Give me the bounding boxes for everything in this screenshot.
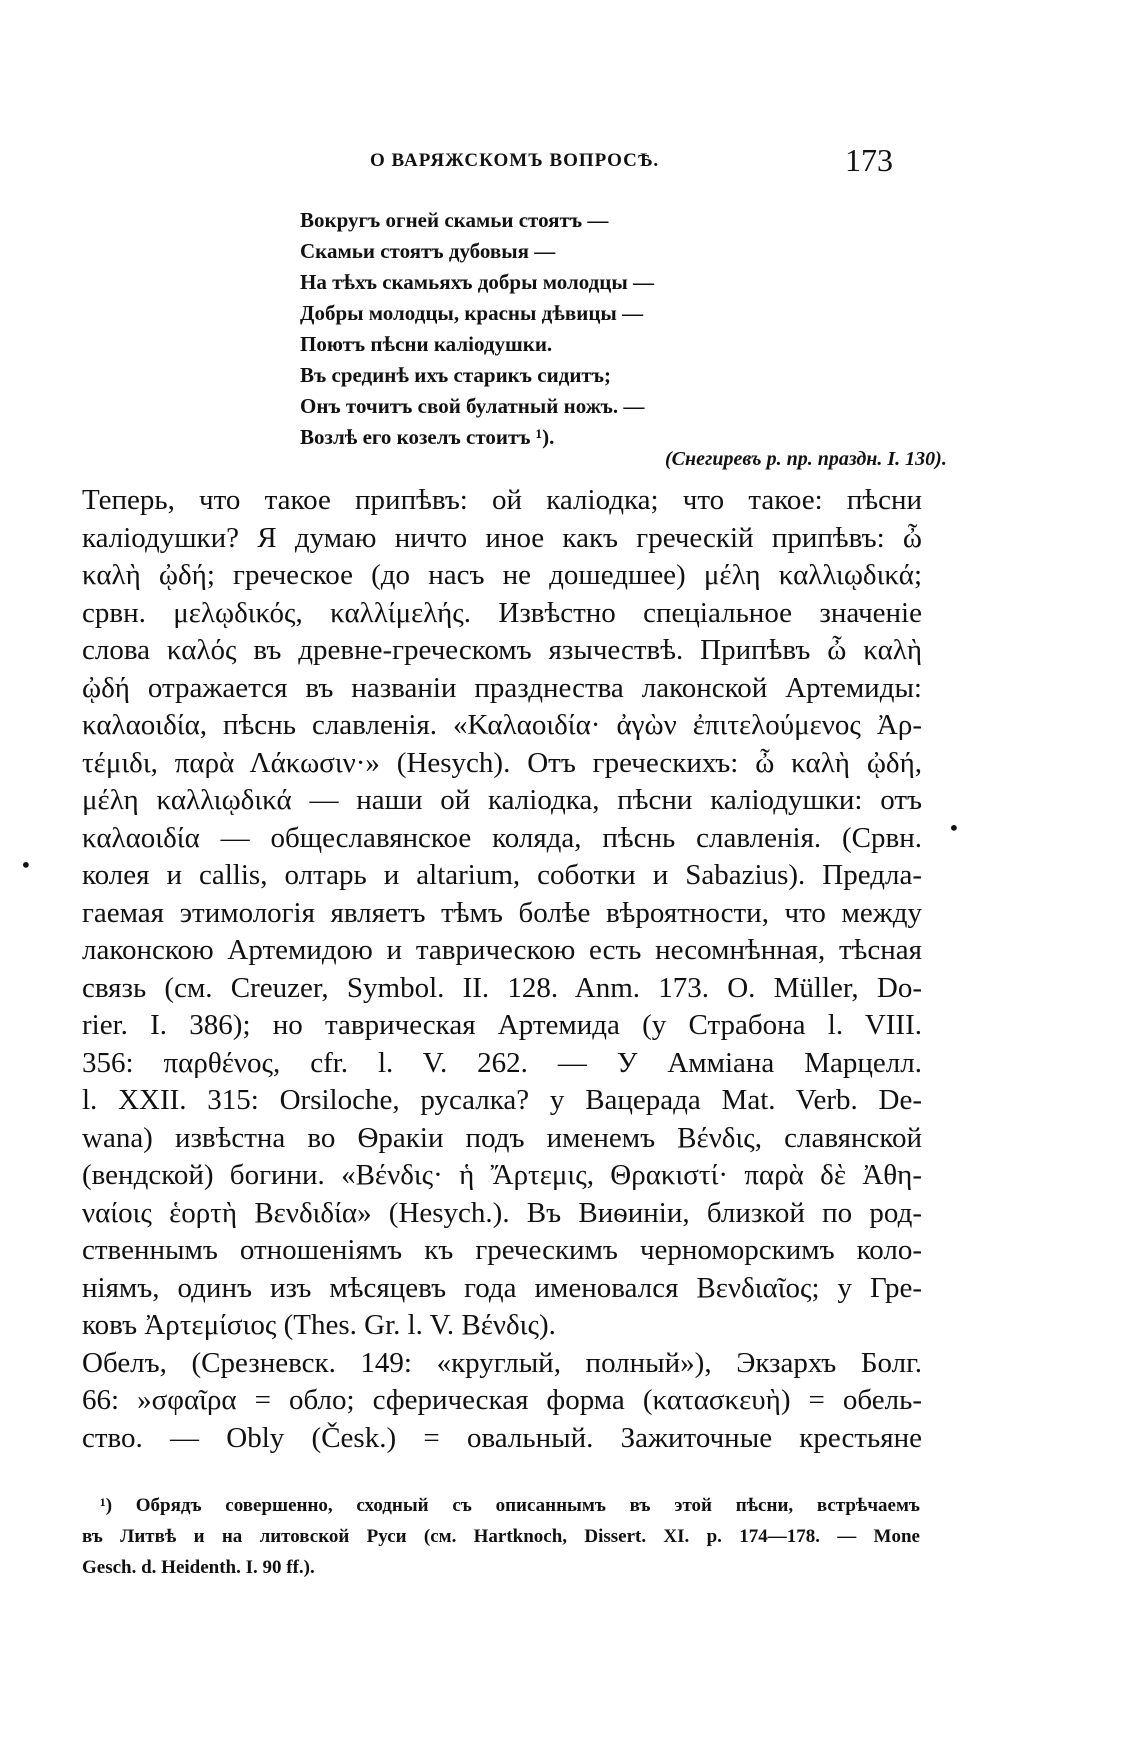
text-line: ковъ Ἀρτεμίσιος (Thes. Gr. l. V. Βένδις). — [82, 1309, 556, 1341]
text-line: Теперь, что такое припѣвъ: ой калiодка; что такое: пѣсни — [82, 484, 922, 516]
text-line: слова καλός въ древне-греческомъ язычествѣ. Припѣвъ ὦ καλὴ — [82, 634, 922, 666]
text-line: ство. — Obly (Česk.) = овальный. Зажиточные крестьяне — [82, 1421, 922, 1454]
text-line: 66: »σφαῖρα = обло; сферическая форма (κατασκευὴ) = обель- — [82, 1384, 922, 1416]
page-number: 173 — [845, 142, 893, 178]
main-text — [82, 482, 922, 1457]
poem-line: Поютъ пѣсни калiодушки. — [300, 332, 553, 356]
text-line: 356: παρθένος, cfr. l. V. 262. — У Амміана Марцелл. — [82, 1046, 922, 1079]
poem-source: (Снегиревъ р. пр. праздн. I. 130). — [665, 448, 947, 470]
text-line: καλαοιδία — общеславянское коляда, пѣснь славленiя. (Срвн. — [82, 821, 922, 854]
footnote — [82, 1490, 920, 1583]
poem-line: Въ срединѣ ихъ старикъ сидитъ; — [300, 363, 611, 387]
text-line: лаконскою Артемидою и таврическою есть несомнѣнная, тѣсная — [82, 934, 922, 966]
text-line: (вендской) богини. «Βένδις· ἡ Ἄρτεμις, Θρακιστί· παρὰ δὲ Ἀθη- — [82, 1159, 922, 1191]
text-line: Обелъ, (Срезневск. 149: «круглый, полный»), Экзархъ Болг. — [82, 1346, 922, 1379]
poem-line: Скамьи стоятъ дубовыя — — [300, 239, 556, 263]
text-line: τέμιδι, παρὰ Λάκωσιν·» (Hesych). Отъ греческихъ: ὦ καλὴ ᾠδή, — [82, 746, 922, 779]
text-line: ᾠδή отражается въ названiи празднества лаконской Артемиды: — [82, 671, 922, 704]
footnote-line: Gesch. d. Heidenth. I. 90 ff.). — [82, 1557, 315, 1578]
footnote-line: въ Литвѣ и на литовской Руси (см. Hartknoch, Dissert. XI. p. 174—178. — Mone — [82, 1526, 920, 1547]
text-line: μέλη καλλιῳδικά — наши ой калiодка, пѣсни калiодушки: отъ — [82, 784, 922, 816]
text-line: καλαοιδία, пѣснь славленiя. «Καλαοιδία· ἀγὼν ἐπιτελούμενος Ἀρ- — [82, 709, 922, 741]
poem-line: Вокругъ огней скамьи стоятъ — — [300, 208, 609, 232]
text-line: ственнымъ отношенiямъ къ греческимъ черноморскимъ коло- — [82, 1234, 922, 1266]
text-line: καλὴ ᾠδή; греческое (до насъ не дошедшее) μέλη καλλιῳδικά; — [82, 559, 922, 591]
poem-line: На тѣхъ скамьяхъ добры молодцы — — [300, 270, 655, 294]
text-line: калiодушки? Я думаю ничто иное какъ греческiй припѣвъ: ὦ — [82, 521, 922, 554]
text-line: срвн. μελῳδικός, καλλίμελής. Извѣстно спецiальное значенiе — [82, 596, 922, 629]
text-line: колея и callis, олтарь и altarium, соботки и Sabazius). Предла- — [82, 859, 922, 891]
poem-line: Возлѣ его козелъ стоитъ ¹). — [300, 425, 555, 449]
text-line: нiямъ, одинъ изъ мѣсяцевъ года именовался Βενδιαῖος; у Гре- — [82, 1271, 922, 1304]
margin-dot: • — [20, 853, 32, 877]
text-line: связь (см. Creuzer, Symbol. II. 128. Anm. 173. O. Müller, Do- — [82, 971, 922, 1004]
poem-block — [300, 205, 654, 453]
text-line: гаемая этимологiя являетъ тѣмъ болѣе вѣроятности, что между — [82, 896, 922, 929]
poem-line: Онъ точитъ свой булатный ножъ. — — [300, 394, 645, 418]
footnote-line: ¹) Обрядъ совершенно, сходный съ описаннымъ въ этой пѣсни, встрѣчаемъ — [100, 1495, 920, 1516]
text-line: wana) извѣстна во Ѳракiи подъ именемъ Βένδις, славянской — [82, 1121, 922, 1154]
poem-line: Добры молодцы, красны дѣвицы — — [300, 301, 644, 325]
text-line: l. XXII. 315: Orsiloche, русалка? у Вацерада Mat. Verb. De- — [82, 1084, 922, 1116]
margin-dot: • — [948, 816, 960, 840]
running-header: О ВАРЯЖСКОМЪ ВОПРОСѢ. — [370, 150, 660, 171]
text-line: ναίοις ἑορτὴ Βενδιδία» (Hesych.). Въ Виѳинiи, близкой по род- — [82, 1196, 922, 1229]
text-line: rier. I. 386); но таврическая Артемида (у Страбона l. VIII. — [82, 1009, 922, 1041]
